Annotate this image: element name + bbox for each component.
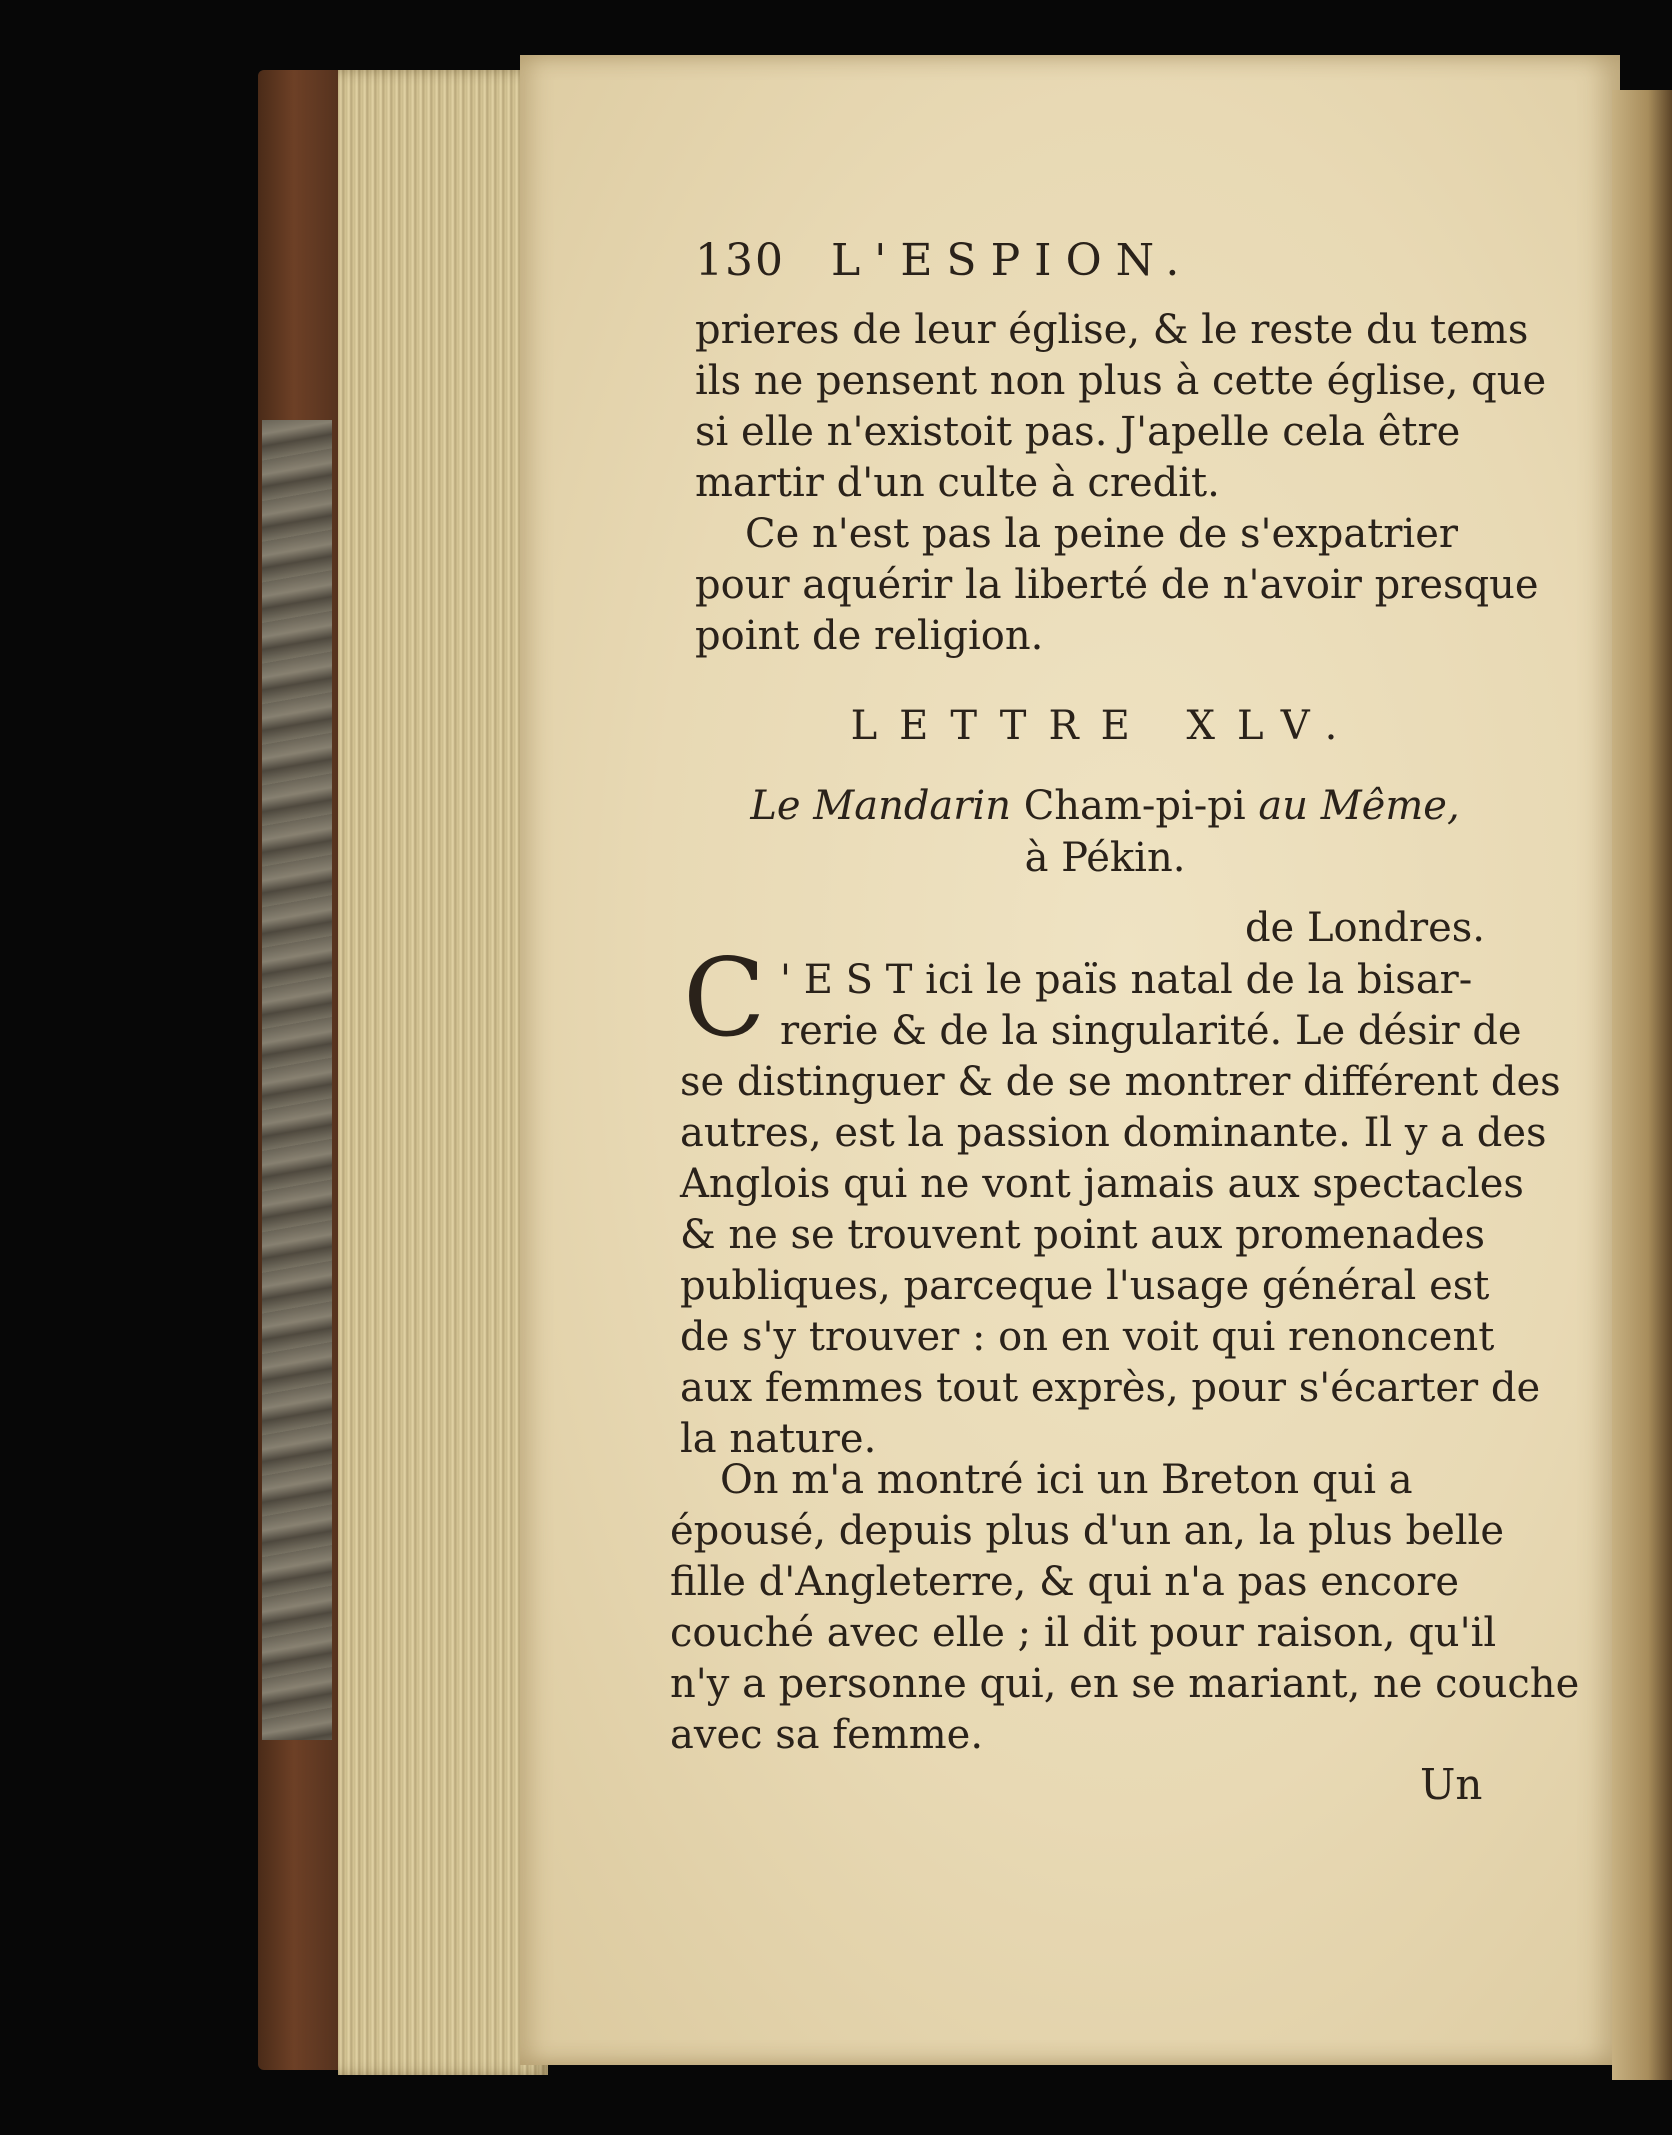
text-line: n'y a personne qui, en se mariant, ne couche (670, 1661, 1580, 1707)
text-line: autres, est la passion dominante. Il y a des (680, 1110, 1547, 1156)
text-line: Anglois qui ne vont jamais aux spectacles (680, 1161, 1524, 1207)
text-line: publiques, parceque l'usage général est (680, 1263, 1490, 1309)
running-title: L'ESPION. (831, 235, 1194, 286)
text-line: se distinguer & de se montrer différent des (680, 1059, 1561, 1105)
text-line: fille d'Angleterre, & qui n'a pas encore (670, 1559, 1459, 1605)
subtitle-post: au Même, (1258, 783, 1460, 829)
dateline: de Londres. (1244, 905, 1485, 951)
text-line: point de religion. (695, 613, 1044, 659)
letter-title: LETTRE XLV. (850, 703, 1360, 749)
text-line: Ce n'est pas la peine de s'expatrier (745, 511, 1458, 557)
page-edges (338, 70, 548, 2075)
text-line: couché avec elle ; il dit pour raison, qu'il (670, 1610, 1497, 1656)
facing-page-edge (1612, 90, 1672, 2080)
text-line: avec sa femme. (670, 1712, 984, 1758)
text-line: martir d'un culte à credit. (695, 460, 1220, 506)
subtitle-pre: Le Mandarin (750, 783, 1011, 829)
paragraph-4 (670, 1455, 1580, 1761)
text-line: la nature. (680, 1416, 877, 1462)
catchword: Un (1420, 1760, 1483, 1809)
text-line: On m'a montré ici un Breton qui a (720, 1457, 1413, 1503)
page-number: 130 (695, 235, 785, 286)
paragraph-3 (680, 955, 1561, 1465)
text-line: épousé, depuis plus d'un an, la plus belle (670, 1508, 1505, 1554)
subtitle-name: Cham-pi-pi (1023, 783, 1246, 829)
drop-cap: C (683, 936, 766, 1061)
text-line: & ne se trouvent point aux promenades (680, 1212, 1485, 1258)
text-line: de s'y trouver : on en voit qui renoncent (680, 1314, 1495, 1360)
subtitle-place: à Pékin. (1024, 835, 1186, 881)
marbled-cover (262, 420, 332, 1740)
text-line: rerie & de la singularité. Le désir de (780, 1008, 1522, 1054)
paragraph-1 (695, 305, 1547, 662)
text-line: prieres de leur église, & le reste du tems (695, 307, 1529, 353)
text-line: si elle n'existoit pas. J'apelle cela être (695, 409, 1461, 455)
text-line: pour aquérir la liberté de n'avoir presque (695, 562, 1539, 608)
text-line: aux femmes tout exprès, pour s'écarter de (680, 1365, 1541, 1411)
text-line: ' E S T ici le païs natal de la bisar- (780, 957, 1473, 1003)
text-line: ils ne pensent non plus à cette église, que (695, 358, 1547, 404)
letter-subtitle (695, 780, 1515, 884)
running-head (695, 235, 1335, 286)
